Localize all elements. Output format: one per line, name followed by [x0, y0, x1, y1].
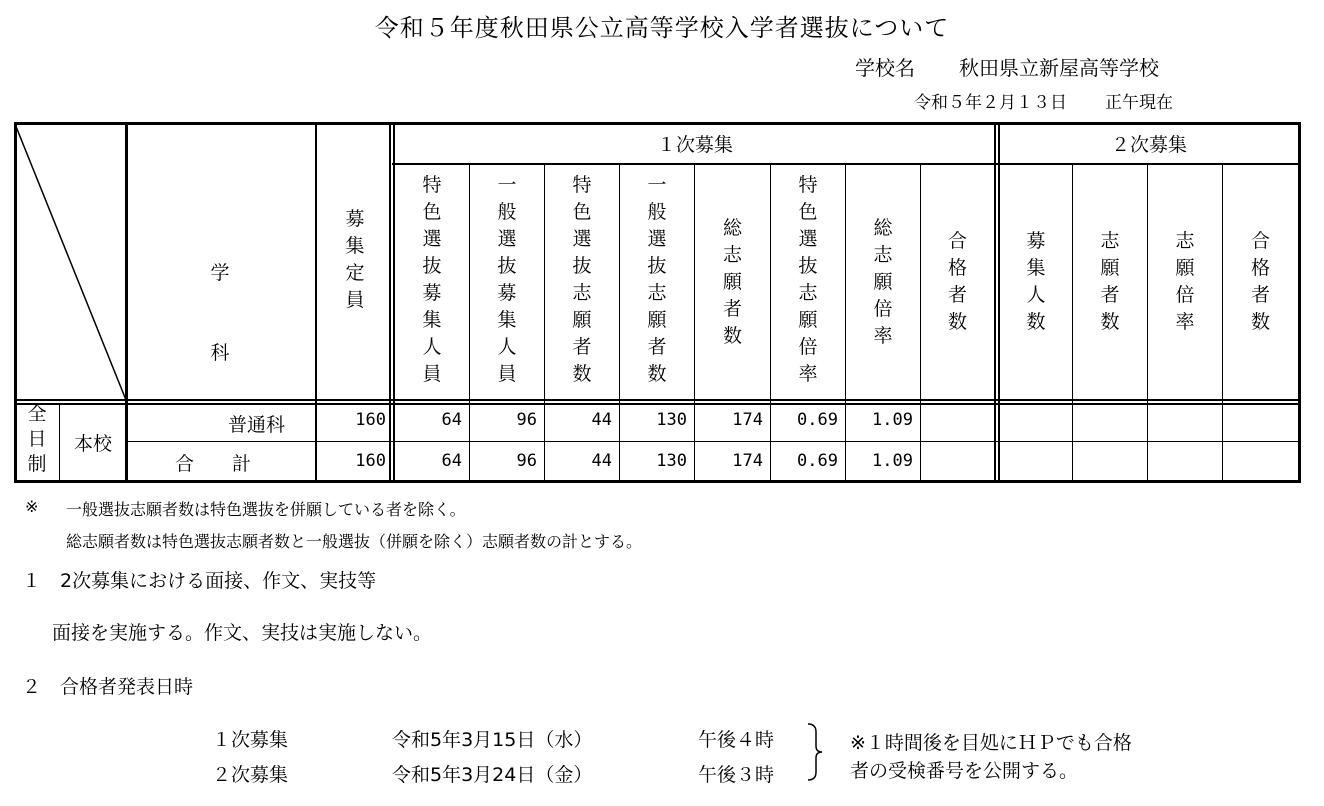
table-cell: 130: [656, 410, 687, 430]
round-2-date: 令和5年3月24日（金）: [392, 764, 593, 786]
column-header: 志 願 者 数: [1100, 230, 1120, 333]
row-label-general: 普通科: [228, 414, 286, 436]
table-cell: 130: [656, 451, 687, 471]
as-of-date-value: 令和５年２月１３日: [914, 93, 1067, 113]
system-label: 全 日 制: [27, 403, 47, 475]
table-cell: 0.69: [797, 410, 838, 430]
section2-heading: ２ 合格者発表日時: [22, 676, 194, 698]
vline-capacity: [315, 122, 317, 482]
capacity-cell: 160: [355, 451, 386, 471]
table-cell: 174: [732, 410, 763, 430]
vline-system: [59, 403, 60, 481]
bracket-icon: [806, 722, 824, 782]
column-header: 合 格 者 数: [947, 230, 967, 333]
row-label-total: 合 計: [175, 453, 252, 475]
announcement-note-line-1: ※１時間後を目処にＨＰでも合格: [850, 732, 1132, 754]
round-2-time: 午後３時: [698, 764, 775, 786]
group1-header: １次募集: [656, 134, 733, 156]
vline-g2a: [994, 122, 996, 482]
column-header: 特 色 選 抜 志 願 倍 率: [798, 174, 818, 385]
table-cell: 96: [516, 451, 537, 471]
table-cell: 0.69: [797, 451, 838, 471]
column-header: 一 般 選 抜 志 願 者 数: [647, 174, 667, 385]
table-cell: 44: [591, 451, 612, 471]
vline-g1a: [389, 122, 391, 482]
header-line-2: [14, 403, 1301, 405]
table-cell: 64: [441, 410, 462, 430]
round-1-date: 令和5年3月15日（水）: [392, 729, 593, 751]
column-header: 募 集 人 数: [1026, 230, 1046, 333]
header-line-1: [14, 399, 1301, 401]
group2-header: ２次募集: [1110, 134, 1187, 156]
dept-header: 学 科: [210, 262, 230, 364]
section1-heading: １ 2次募集における面接、作文、実技等: [22, 570, 377, 592]
round-1-time: 午後４時: [698, 729, 775, 751]
column-header: 一 般 選 抜 募 集 人 員: [497, 174, 517, 385]
column-header: 合 格 者 数: [1250, 230, 1270, 333]
table-cell: 44: [591, 410, 612, 430]
table-border-top: [14, 122, 1301, 125]
diagonal-line: [15, 124, 127, 401]
table-cell: 1.09: [872, 451, 913, 471]
note-mark: ※: [25, 497, 39, 516]
page-title: 令和５年度秋田県公立高等学校入学者選抜について: [374, 14, 950, 42]
table-border-right: [1298, 122, 1301, 483]
table-cell: 174: [732, 451, 763, 471]
table-cell: 64: [441, 451, 462, 471]
column-header: 総 志 願 倍 率: [873, 216, 893, 347]
column-header: 総 志 願 者 数: [722, 216, 742, 347]
column-header: 志 願 倍 率: [1175, 230, 1195, 333]
table-border-bottom: [14, 480, 1301, 483]
school-name: 秋田県立新屋高等学校: [959, 56, 1159, 80]
round-2-label: ２次募集: [212, 764, 289, 786]
table-cell: 1.09: [872, 410, 913, 430]
capacity-header: 募 集 定 員: [345, 208, 365, 311]
column-header: 特 色 選 抜 募 集 人 員: [422, 174, 442, 385]
as-of-time: 正午現在: [1105, 93, 1173, 113]
announcement-note-line-2: 者の受検番号を公開する。: [850, 760, 1079, 782]
round-1-label: １次募集: [212, 729, 289, 751]
school-info: [855, 52, 1159, 81]
table-cell: 96: [516, 410, 537, 430]
column-header: 特 色 選 抜 志 願 者 数: [572, 174, 592, 385]
note-line-1: 一般選抜志願者数は特色選抜を併願している者を除く。: [66, 500, 466, 519]
school-label: 学校名: [855, 56, 915, 80]
note-line-2: 総志願者数は特色選抜志願者数と一般選抜（併願を除く）志願者数の計とする。: [66, 532, 643, 551]
as-of-date: [914, 88, 1173, 113]
row-divider: [127, 441, 1299, 442]
capacity-cell: 160: [355, 410, 386, 430]
campus-label: 本校: [73, 433, 112, 455]
section1-body: 面接を実施する。作文、実技は実施しない。: [52, 622, 433, 644]
